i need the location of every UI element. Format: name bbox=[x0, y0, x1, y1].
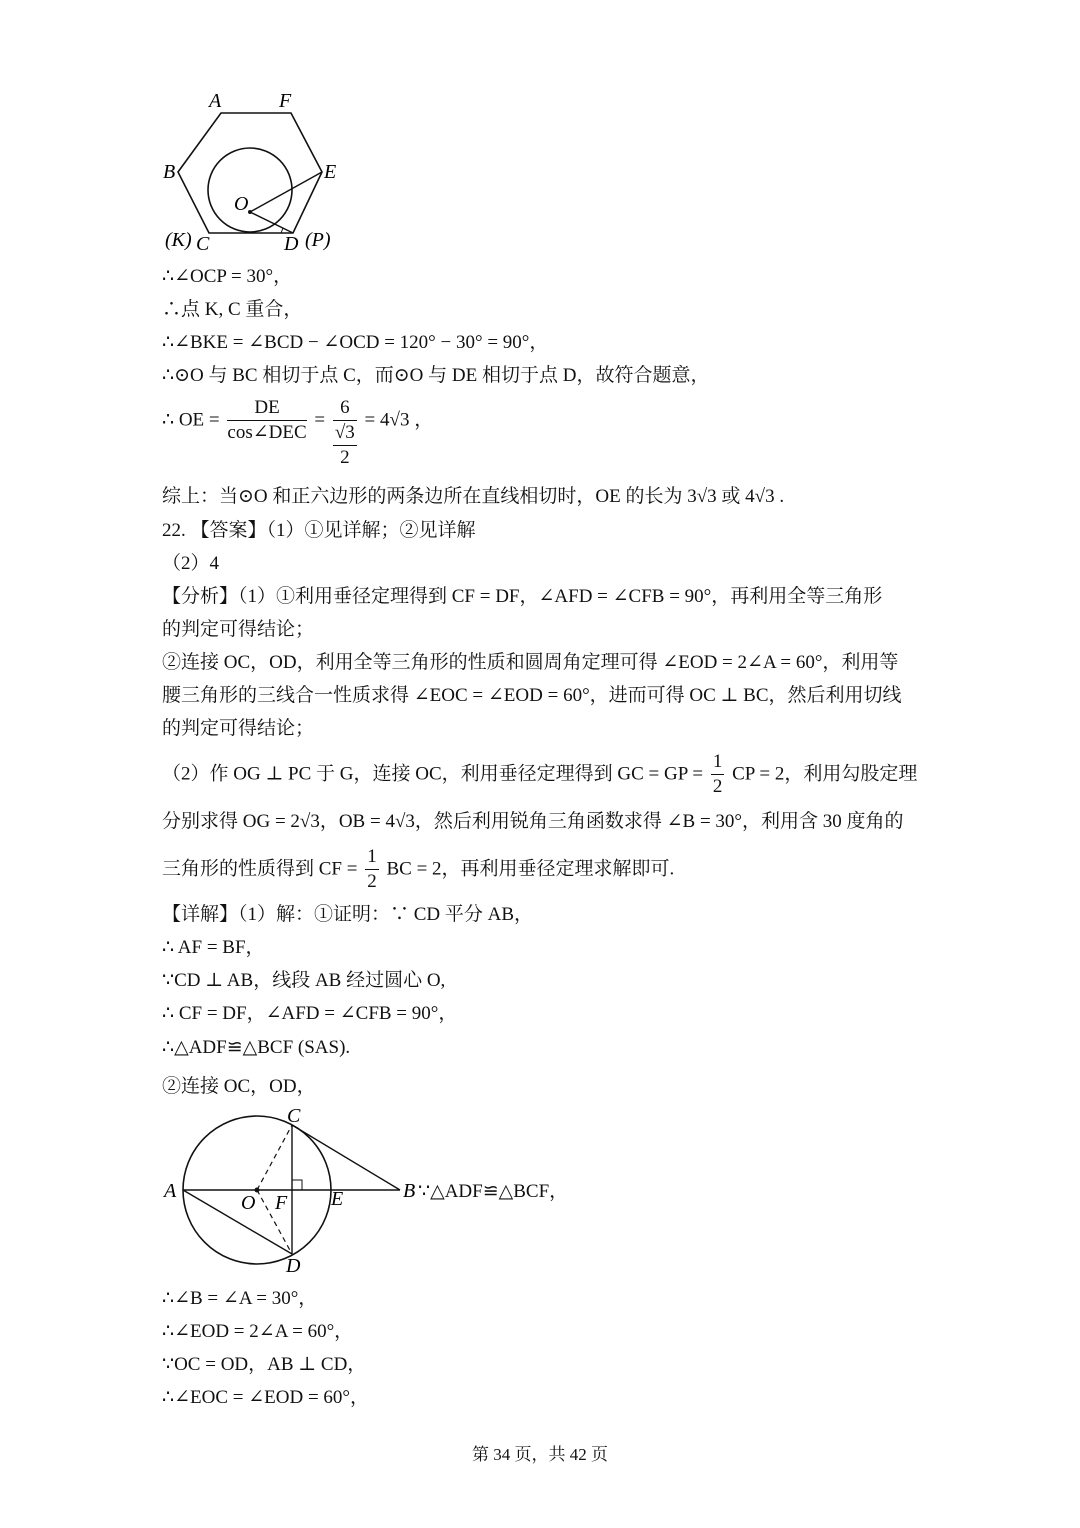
line-analysis-7: 分别求得 OG = 2√3，OB = 4√3，然后利用锐角三角函数求得 ∠B = 30°，利用含 30 度角的 bbox=[162, 811, 904, 832]
label-K: (K) bbox=[165, 229, 192, 251]
line-detail-3: ∵CD ⊥ AB，线段 AB 经过圆心 O, bbox=[162, 970, 446, 991]
half2-den: 2 bbox=[367, 871, 377, 892]
label-O: O bbox=[234, 193, 249, 215]
equals: = bbox=[314, 409, 326, 431]
line-summary: 综上：当⊙O 和正六边形的两条边所在直线相切时，OE 的长为 3√3 或 4√3 . bbox=[162, 486, 785, 507]
label-C2: C bbox=[287, 1105, 301, 1127]
label-C: C bbox=[196, 233, 210, 255]
segment-OC-dashed bbox=[257, 1125, 292, 1190]
analysis-6-post: CP = 2，利用勾股定理 bbox=[732, 763, 918, 785]
analysis-6-pre: （2）作 OG ⊥ PC 于 G，连接 OC，利用垂径定理得到 GC = GP = bbox=[162, 763, 704, 785]
line-detail-4: ∴ CF = DF，∠AFD = ∠CFB = 90°， bbox=[162, 1003, 458, 1024]
line-detail-5: ∴△ADF≌△BCF (SAS). bbox=[162, 1037, 351, 1058]
hexagon-inner-circle bbox=[208, 148, 292, 232]
half-den: 2 bbox=[712, 776, 723, 797]
figure-circle-tangent bbox=[160, 1100, 430, 1280]
label-F: F bbox=[279, 90, 292, 112]
label-O2: O bbox=[241, 1192, 256, 1214]
line-answer-22: 22. 【答案】（1）①见详解；②见详解 bbox=[162, 520, 476, 541]
label-D2: D bbox=[286, 1255, 301, 1277]
segment-CB bbox=[292, 1125, 400, 1190]
label-B: B bbox=[163, 161, 176, 183]
segment-OE bbox=[250, 172, 322, 212]
line-analysis-3: ②连接 OC，OD，利用全等三角形的性质和圆周角定理可得 ∠EOD = 2∠A = 60°，利用等 bbox=[162, 652, 899, 673]
line-analysis-1: 【分析】（1）①利用垂径定理得到 CF = DF，∠AFD = ∠CFB = 90°，再利用全等三角形 bbox=[162, 586, 883, 607]
line-detail-6: ②连接 OC，OD， bbox=[162, 1076, 316, 1097]
line-detail-1: 【详解】（1）解：①证明：∵ CD 平分 AB， bbox=[162, 904, 534, 925]
frac-num: DE bbox=[227, 396, 306, 421]
center-point-O bbox=[248, 210, 252, 214]
line-analysis-8 bbox=[162, 845, 674, 894]
line-analysis-5: 的判定可得结论； bbox=[162, 718, 315, 739]
inner-fraction bbox=[333, 421, 357, 470]
line-ocp: ∴∠OCP = 30°， bbox=[162, 266, 293, 287]
label-D: D bbox=[284, 233, 299, 255]
hexagon-shape bbox=[178, 113, 322, 233]
line-detail-10: ∵OC = OD，AB ⊥ CD， bbox=[162, 1354, 367, 1375]
inner-num: √3 bbox=[333, 421, 357, 446]
figure-hexagon bbox=[155, 85, 355, 260]
analysis-8-pre: 三角形的性质得到 CF = bbox=[162, 858, 358, 880]
fraction-half-1 bbox=[711, 750, 725, 799]
right-angle-mark-F bbox=[292, 1180, 302, 1190]
line-kc-coincide: ∴点 K, C 重合， bbox=[162, 299, 303, 320]
label-E2: E bbox=[331, 1188, 344, 1210]
page-footer: 第 34 页，共 42 页 bbox=[472, 1445, 608, 1464]
line-analysis-2: 的判定可得结论； bbox=[162, 619, 315, 640]
oe-prefix: ∴ OE = bbox=[162, 409, 220, 431]
line-detail-2: ∴ AF = BF， bbox=[162, 937, 265, 958]
fraction-de-cos bbox=[227, 396, 306, 445]
fraction-6-over bbox=[333, 396, 357, 470]
line-detail-11: ∴∠EOC = ∠EOD = 60°， bbox=[162, 1387, 370, 1408]
frac-num-6: 6 bbox=[333, 396, 357, 421]
label-B2: B bbox=[403, 1180, 416, 1202]
segment-OD bbox=[250, 212, 293, 233]
frac-den: cos∠DEC bbox=[227, 422, 307, 443]
line-detail-9: ∴∠EOD = 2∠A = 60°， bbox=[162, 1321, 354, 1342]
line-tangent: ∴⊙O 与 BC 相切于点 C，而⊙O 与 DE 相切于点 D，故符合题意， bbox=[162, 365, 710, 386]
label-E: E bbox=[324, 161, 337, 183]
half-num: 1 bbox=[711, 750, 725, 775]
label-F2: F bbox=[275, 1192, 288, 1214]
line-answer-2: （2）4 bbox=[162, 553, 220, 574]
line-bke: ∴∠BKE = ∠BCD − ∠OCD = 120° − 30° = 90°， bbox=[162, 332, 549, 353]
oe-result: = 4√3 ， bbox=[364, 409, 434, 431]
label-A2: A bbox=[164, 1180, 177, 1202]
label-P: (P) bbox=[305, 229, 331, 251]
line-analysis-6 bbox=[162, 750, 917, 799]
line-detail-7: ∵△ADF≌△BCF， bbox=[418, 1181, 569, 1202]
line-oe-formula bbox=[162, 396, 433, 470]
half2-num: 1 bbox=[365, 845, 379, 870]
label-A: A bbox=[209, 90, 222, 112]
inner-den: 2 bbox=[340, 447, 350, 468]
line-analysis-4: 腰三角形的三线合一性质求得 ∠EOC = ∠EOD = 60°，进而可得 OC ⊥ BC，然后利用切线 bbox=[162, 685, 902, 706]
analysis-8-post: BC = 2，再利用垂径定理求解即可. bbox=[386, 858, 675, 880]
line-detail-8: ∴∠B = ∠A = 30°， bbox=[162, 1288, 318, 1309]
fraction-half-2 bbox=[365, 845, 379, 894]
